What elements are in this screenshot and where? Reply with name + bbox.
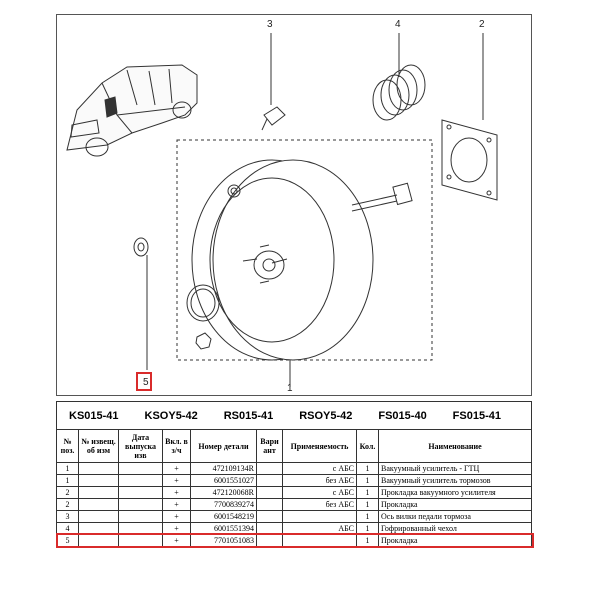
table-row[interactable] (57, 463, 532, 475)
cell-name: Вакуумный усилитель - ГТЦ (379, 463, 532, 475)
model-code: FS015-40 (378, 409, 427, 422)
car-illustration (67, 65, 197, 156)
cell-part-number: 6001551394 (191, 523, 257, 535)
exploded-diagram (56, 14, 532, 396)
callout-5: 5 (143, 377, 149, 388)
table-row[interactable] (57, 475, 532, 487)
model-code: FS015-41 (452, 409, 501, 422)
cell-variant (257, 487, 283, 499)
model-codes-bar (56, 401, 532, 429)
cell-included: + (163, 511, 191, 523)
cell-variant (257, 511, 283, 523)
cell-applicability: с АБС (283, 487, 357, 499)
cell-included: + (163, 475, 191, 487)
cell-applicability: без АБС (283, 499, 357, 511)
cell-part-number: 6001548219 (191, 511, 257, 523)
cell-variant (257, 463, 283, 475)
cell-applicability: с АБС (283, 463, 357, 475)
cell-variant (257, 499, 283, 511)
header-applicability: Применяемость (283, 430, 357, 463)
cell-date (119, 511, 163, 523)
cell-included: + (163, 487, 191, 499)
model-code: KSOY5-42 (144, 409, 198, 422)
cell-included: + (163, 499, 191, 511)
model-code: KS015-41 (69, 409, 119, 422)
cell-pos: 1 (57, 475, 79, 487)
header-qty: Кол. (357, 430, 379, 463)
cell-name: Гофрированный чехол (379, 523, 532, 535)
callout-4: 4 (395, 19, 401, 30)
cell-notice (79, 475, 119, 487)
callout-3: 3 (267, 19, 273, 30)
header-pos: № поз. (57, 430, 79, 463)
table-row[interactable] (57, 499, 532, 511)
cell-qty: 1 (357, 475, 379, 487)
callout-1: 1 (287, 383, 293, 394)
selected-row-highlight (56, 533, 534, 548)
cell-pos: 4 (57, 523, 79, 535)
cell-applicability: АБС (283, 523, 357, 535)
cell-notice (79, 487, 119, 499)
cell-notice (79, 463, 119, 475)
cell-pos: 5 (57, 535, 79, 547)
cell-notice (79, 511, 119, 523)
header-variant: Вари ант (257, 430, 283, 463)
cell-name: Прокладка (379, 499, 532, 511)
table-row[interactable] (57, 511, 532, 523)
model-code: RS015-41 (223, 409, 274, 422)
cell-date (119, 463, 163, 475)
cell-qty: 1 (357, 523, 379, 535)
cell-pos: 2 (57, 499, 79, 511)
cell-included: + (163, 535, 191, 547)
cell-part-number: 472109134R (191, 463, 257, 475)
cell-name: Прокладка вакуумного усилителя (379, 487, 532, 499)
callout-5-highlight (136, 372, 152, 391)
cell-name: Прокладка (379, 535, 532, 547)
header-notice: № извещ. об изм (79, 430, 119, 463)
cell-variant (257, 475, 283, 487)
table-header-row (57, 430, 532, 463)
cell-qty: 1 (357, 511, 379, 523)
table-row[interactable] (57, 487, 532, 499)
header-part-number: Номер детали (191, 430, 257, 463)
cell-pos: 3 (57, 511, 79, 523)
cell-included: + (163, 523, 191, 535)
cell-part-number: 7701051083 (191, 535, 257, 547)
header-included: Вкл. в з/ч (163, 430, 191, 463)
model-code: RSOY5-42 (299, 409, 353, 422)
cell-pos: 1 (57, 463, 79, 475)
cell-date (119, 499, 163, 511)
header-name: Наименование (379, 430, 532, 463)
cell-qty: 1 (357, 463, 379, 475)
cell-qty: 1 (357, 499, 379, 511)
parts-table (56, 429, 532, 547)
cell-notice (79, 499, 119, 511)
header-date: Дата выпуска изв (119, 430, 163, 463)
brake-booster-drawing (57, 15, 533, 397)
cell-name: Вакуумный усилитель тормозов (379, 475, 532, 487)
cell-date (119, 475, 163, 487)
cell-part-number: 7700839274 (191, 499, 257, 511)
cell-applicability: без АБС (283, 475, 357, 487)
callout-2: 2 (479, 19, 485, 30)
cell-date (119, 487, 163, 499)
cell-part-number: 472120068R (191, 487, 257, 499)
cell-qty: 1 (357, 487, 379, 499)
cell-name: Ось вилки педали тормоза (379, 511, 532, 523)
cell-qty: 1 (357, 535, 379, 547)
cell-included: + (163, 463, 191, 475)
cell-applicability (283, 511, 357, 523)
cell-pos: 2 (57, 487, 79, 499)
cell-part-number: 6001551027 (191, 475, 257, 487)
